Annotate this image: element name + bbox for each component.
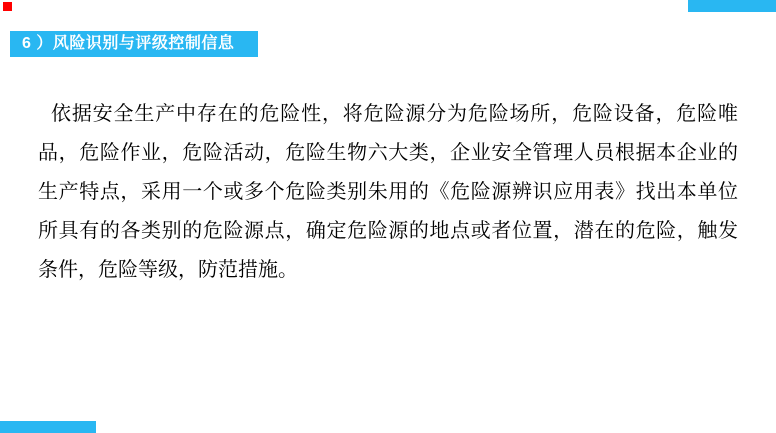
top-right-accent-bar bbox=[688, 0, 776, 12]
paragraph-line: 依据安全生产中存在的危险性，将危险源分为危险场所，危险设备，危险唯 bbox=[51, 103, 738, 125]
body-paragraph bbox=[38, 95, 738, 290]
paragraph-line: 生产特点，采用一个或多个危险类别朱用的《危险源辨识应用表》找出本单位 bbox=[38, 181, 738, 203]
paragraph-line: 品，危险作业，危险活动，危险生物六大类，企业安全管理人员根据本企业的 bbox=[38, 142, 738, 164]
section-header bbox=[10, 31, 258, 57]
paragraph-line: 条件，危险等级，防范措施。 bbox=[38, 259, 298, 281]
top-left-red-marker bbox=[3, 2, 12, 11]
section-header-label: 6 ）风险识别与评级控制信息 bbox=[22, 35, 235, 52]
paragraph-line: 所具有的各类别的危险源点，确定危险源的地点或者位置，潜在的危险，触发 bbox=[38, 220, 738, 242]
bottom-left-accent-bar bbox=[0, 421, 96, 433]
